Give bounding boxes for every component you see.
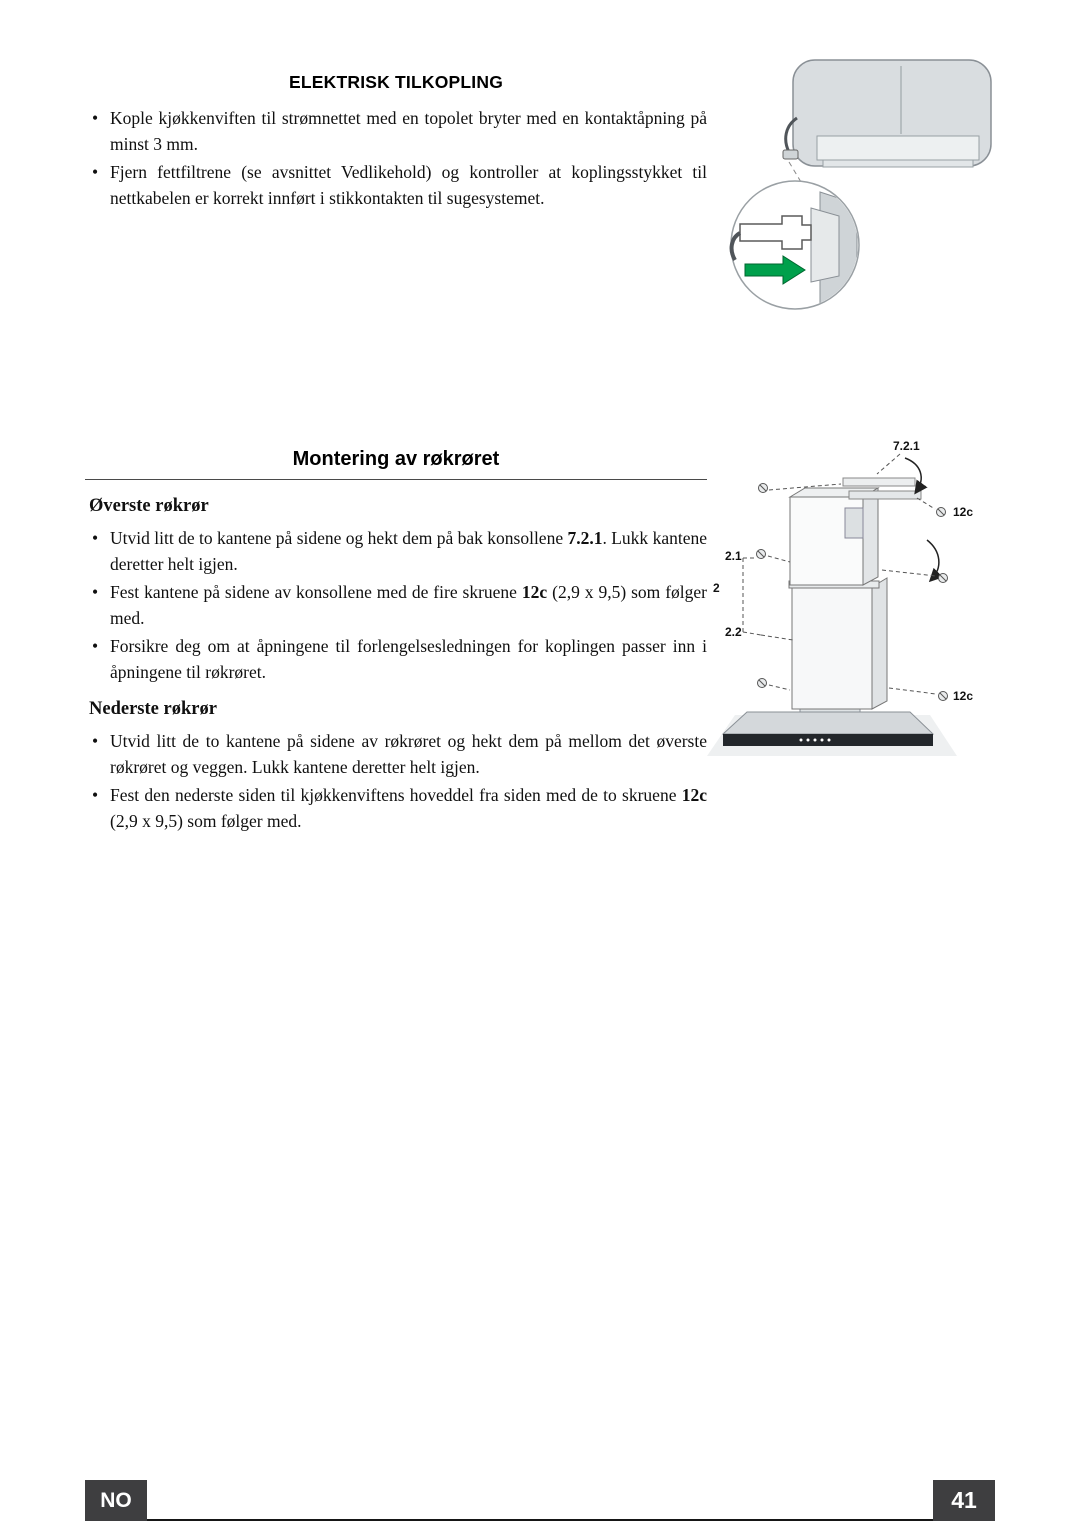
zoom-detail-circle (731, 181, 859, 309)
electrical-bullet-list (85, 105, 707, 211)
bullet-item: • Fjern fettfiltrene (se avsnittet Vedlikehold) og kontroller at koplingsstykket til nettkabelen er korrekt innført i stikkontakten til sugesystemet. (85, 159, 707, 211)
flue-assembly-figure (705, 432, 1005, 772)
section-electrical (85, 72, 707, 213)
bullet-item: • Utvid litt de to kantene på sidene av røkrøret og hekt dem på mellom det øverste røkrøret og veggen. Lukk kantene deretter helt igjen. (85, 728, 707, 780)
label-7-2-1: 7.2.1 (893, 439, 920, 453)
footer-rule (147, 1480, 933, 1521)
bullet-item: • Forsikre deg om at åpningene til forlengelsesledningen for koplingen passer inn i åpningene til røkrøret. (85, 633, 707, 685)
hood-plug-illustration (705, 52, 1005, 322)
language-badge: NO (85, 1480, 147, 1521)
bullet-item: • Utvid litt de to kantene på sidene og hekt dem på bak konsollene 7.2.1. Lukk kantene deretter helt igjen. (85, 525, 707, 577)
lower-flue-bullet-list (85, 728, 707, 834)
bullet-item: • Fest den nederste siden til kjøkkenviftens hoveddel fra siden med de to skruene 12c (2,9 x 9,5) som følger med. (85, 782, 707, 834)
section-mounting (85, 448, 707, 836)
label-12c-top: 12c (953, 505, 974, 519)
lower-flue-duct (789, 578, 887, 709)
bullet-item: • Kople kjøkkenviften til strømnettet med en topolet bryter med en kontaktåpning på minst 3 mm. (85, 105, 707, 157)
subsection-title-upper-flue: Øverste røkrør (89, 496, 209, 516)
rotate-arrow-top (905, 458, 921, 492)
page-number: 41 (933, 1480, 995, 1521)
hood-body (793, 60, 991, 167)
upper-flue-bullet-list (85, 525, 707, 685)
bullet-item: • Fest kantene på sidene av konsollene med de fire skruene 12c (2,9 x 9,5) som følger med. (85, 579, 707, 631)
rotate-arrow-mid (927, 540, 939, 580)
flue-assembly-illustration (705, 432, 1005, 772)
label-2-1: 2.1 (725, 549, 742, 563)
section-title-electrical: ELEKTRISK TILKOPLING (289, 72, 503, 92)
label-2: 2 (713, 581, 720, 595)
label-12c-bottom: 12c (953, 689, 974, 703)
section-title-mounting: Montering av røkrøret (85, 448, 707, 480)
page-footer (85, 1480, 995, 1521)
upper-flue-duct (790, 488, 878, 585)
label-2-2: 2.2 (725, 625, 742, 639)
electrical-connection-figure (705, 52, 1005, 322)
subsection-title-lower-flue: Nederste røkrør (89, 699, 217, 719)
hood-top-face (723, 712, 933, 734)
